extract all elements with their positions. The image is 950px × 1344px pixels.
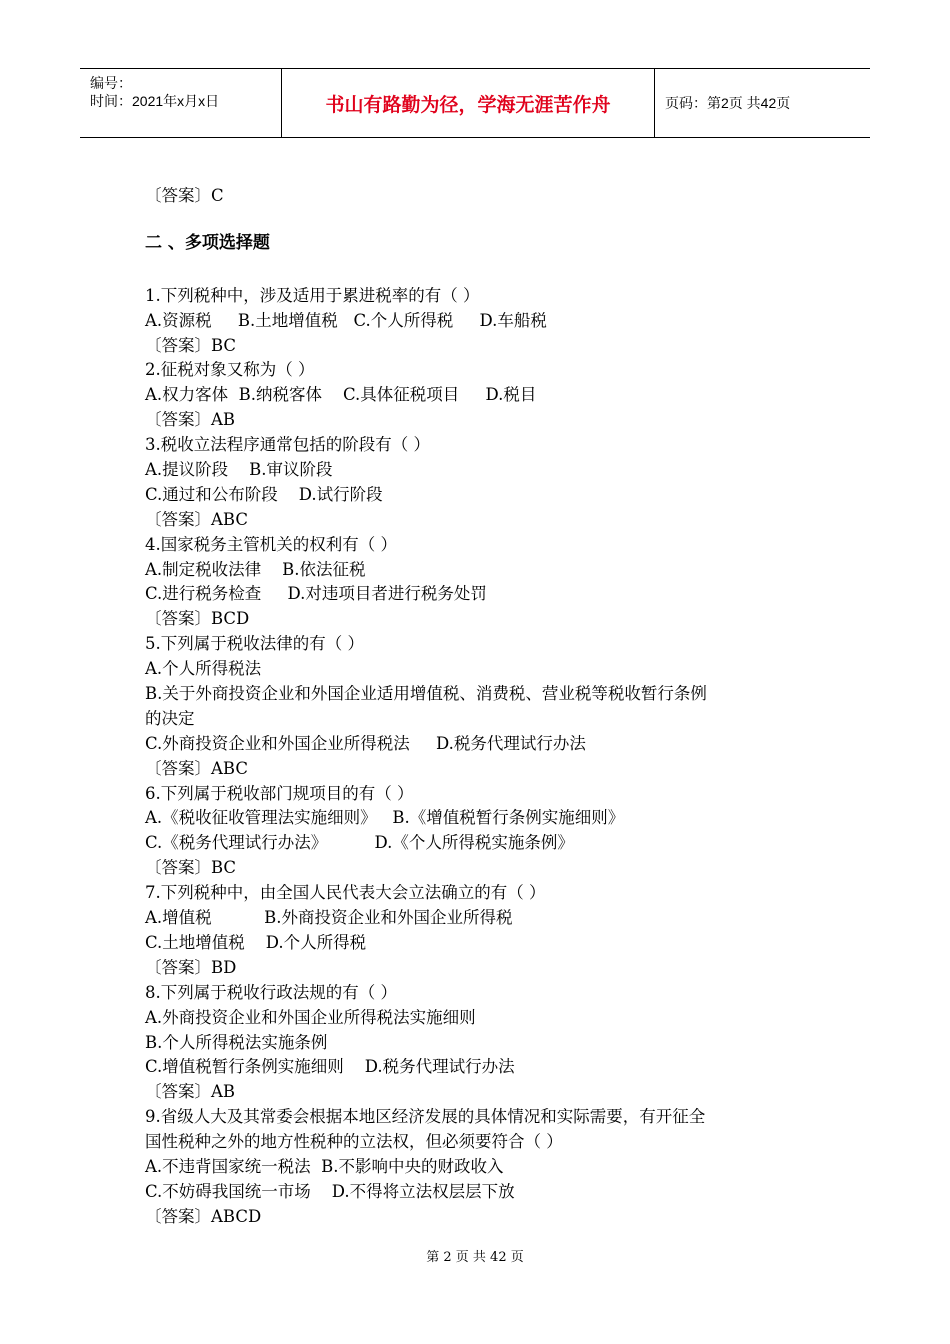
text-line: 6.下列属于税收部门规项目的有（ ）	[145, 783, 414, 803]
text-line: C.不妨碍我国统一市场 D.不得将立法权层层下放	[145, 1181, 515, 1201]
text-line: 7.下列税种中，由全国人民代表大会立法确立的有（ ）	[145, 883, 546, 903]
page-footer: 第 2 页 共 42 页	[426, 1250, 524, 1265]
page-header	[80, 68, 870, 138]
text-line: A.权力客体 B.纳税客体 C.具体征税项目 D.税目	[145, 385, 537, 405]
text-line: C.外商投资企业和外国企业所得税法 D.税务代理试行办法	[145, 733, 586, 753]
document-body	[145, 184, 825, 1230]
text-line: 国性税种之外的地方性税种的立法权，但必须要符合（ ）	[145, 1132, 563, 1152]
text-line: 〔答案〕ABC	[145, 758, 248, 778]
section-title: 二 、多项选择题	[145, 232, 270, 253]
text-line: 〔答案〕BC	[145, 858, 237, 878]
text-line: A.制定税收法律 B.依法征税	[145, 559, 366, 579]
document-number-label: 编号：	[90, 75, 132, 91]
text-line: 〔答案〕BCD	[145, 609, 250, 629]
header-motto: 书山有路勤为径，学海无涯苦作舟	[282, 69, 655, 137]
document-time-label: 时间：2021年x月x日	[90, 93, 220, 109]
question-list	[145, 284, 825, 1230]
text-line: 5.下列属于税收法律的有（ ）	[145, 634, 364, 654]
text-line: C.通过和公布阶段 D.试行阶段	[145, 484, 383, 504]
answer-line: 〔答案〕C	[145, 186, 224, 205]
text-line: 3.税收立法程序通常包括的阶段有（ ）	[145, 435, 430, 455]
text-line: 8.下列属于税收行政法规的有（ ）	[145, 982, 397, 1002]
text-line: B.个人所得税法实施条例	[145, 1032, 328, 1052]
text-line: 〔答案〕AB	[145, 410, 236, 430]
text-line: A.提议阶段 B.审议阶段	[145, 460, 333, 480]
header-meta-cell	[80, 69, 282, 137]
text-line: A.个人所得税法	[145, 659, 262, 679]
text-line: A.不违背国家统一税法 B.不影响中央的财政收入	[145, 1156, 504, 1176]
text-line: A.外商投资企业和外国企业所得税法实施细则	[145, 1007, 476, 1027]
text-line: C.土地增值税 D.个人所得税	[145, 932, 367, 952]
text-line: 〔答案〕BD	[145, 957, 237, 977]
text-line: 4.国家税务主管机关的权利有（ ）	[145, 534, 397, 554]
header-page-info: 页码：第2页 共42页	[665, 95, 791, 111]
text-line: 〔答案〕BC	[145, 335, 237, 355]
text-line: C.进行税务检查 D.对违项目者进行税务处罚	[145, 584, 487, 604]
text-line: A.《税收征收管理法实施细则》 B.《增值税暂行条例实施细则》	[145, 808, 625, 828]
text-line: 1.下列税种中，涉及适用于累进税率的有（ ）	[145, 285, 480, 305]
text-line: A.资源税 B.土地增值税 C.个人所得税 D.车船税	[145, 310, 547, 330]
text-line: 9.省级人大及其常委会根据本地区经济发展的具体情况和实际需要，有开征全	[145, 1107, 706, 1127]
text-line: C.增值税暂行条例实施细则 D.税务代理试行办法	[145, 1057, 515, 1077]
text-line: 2.征税对象又称为（ ）	[145, 360, 315, 380]
text-line: 〔答案〕AB	[145, 1082, 236, 1102]
text-line: 〔答案〕ABC	[145, 509, 248, 529]
text-line: A.增值税 B.外商投资企业和外国企业所得税	[145, 908, 513, 928]
text-line: 〔答案〕ABCD	[145, 1206, 262, 1226]
text-line: 的决定	[145, 708, 195, 728]
text-line: B.关于外商投资企业和外国企业适用增值税、消费税、营业税等税收暂行条例	[145, 684, 707, 704]
text-line: C.《税务代理试行办法》 D.《个人所得税实施条例》	[145, 833, 574, 853]
